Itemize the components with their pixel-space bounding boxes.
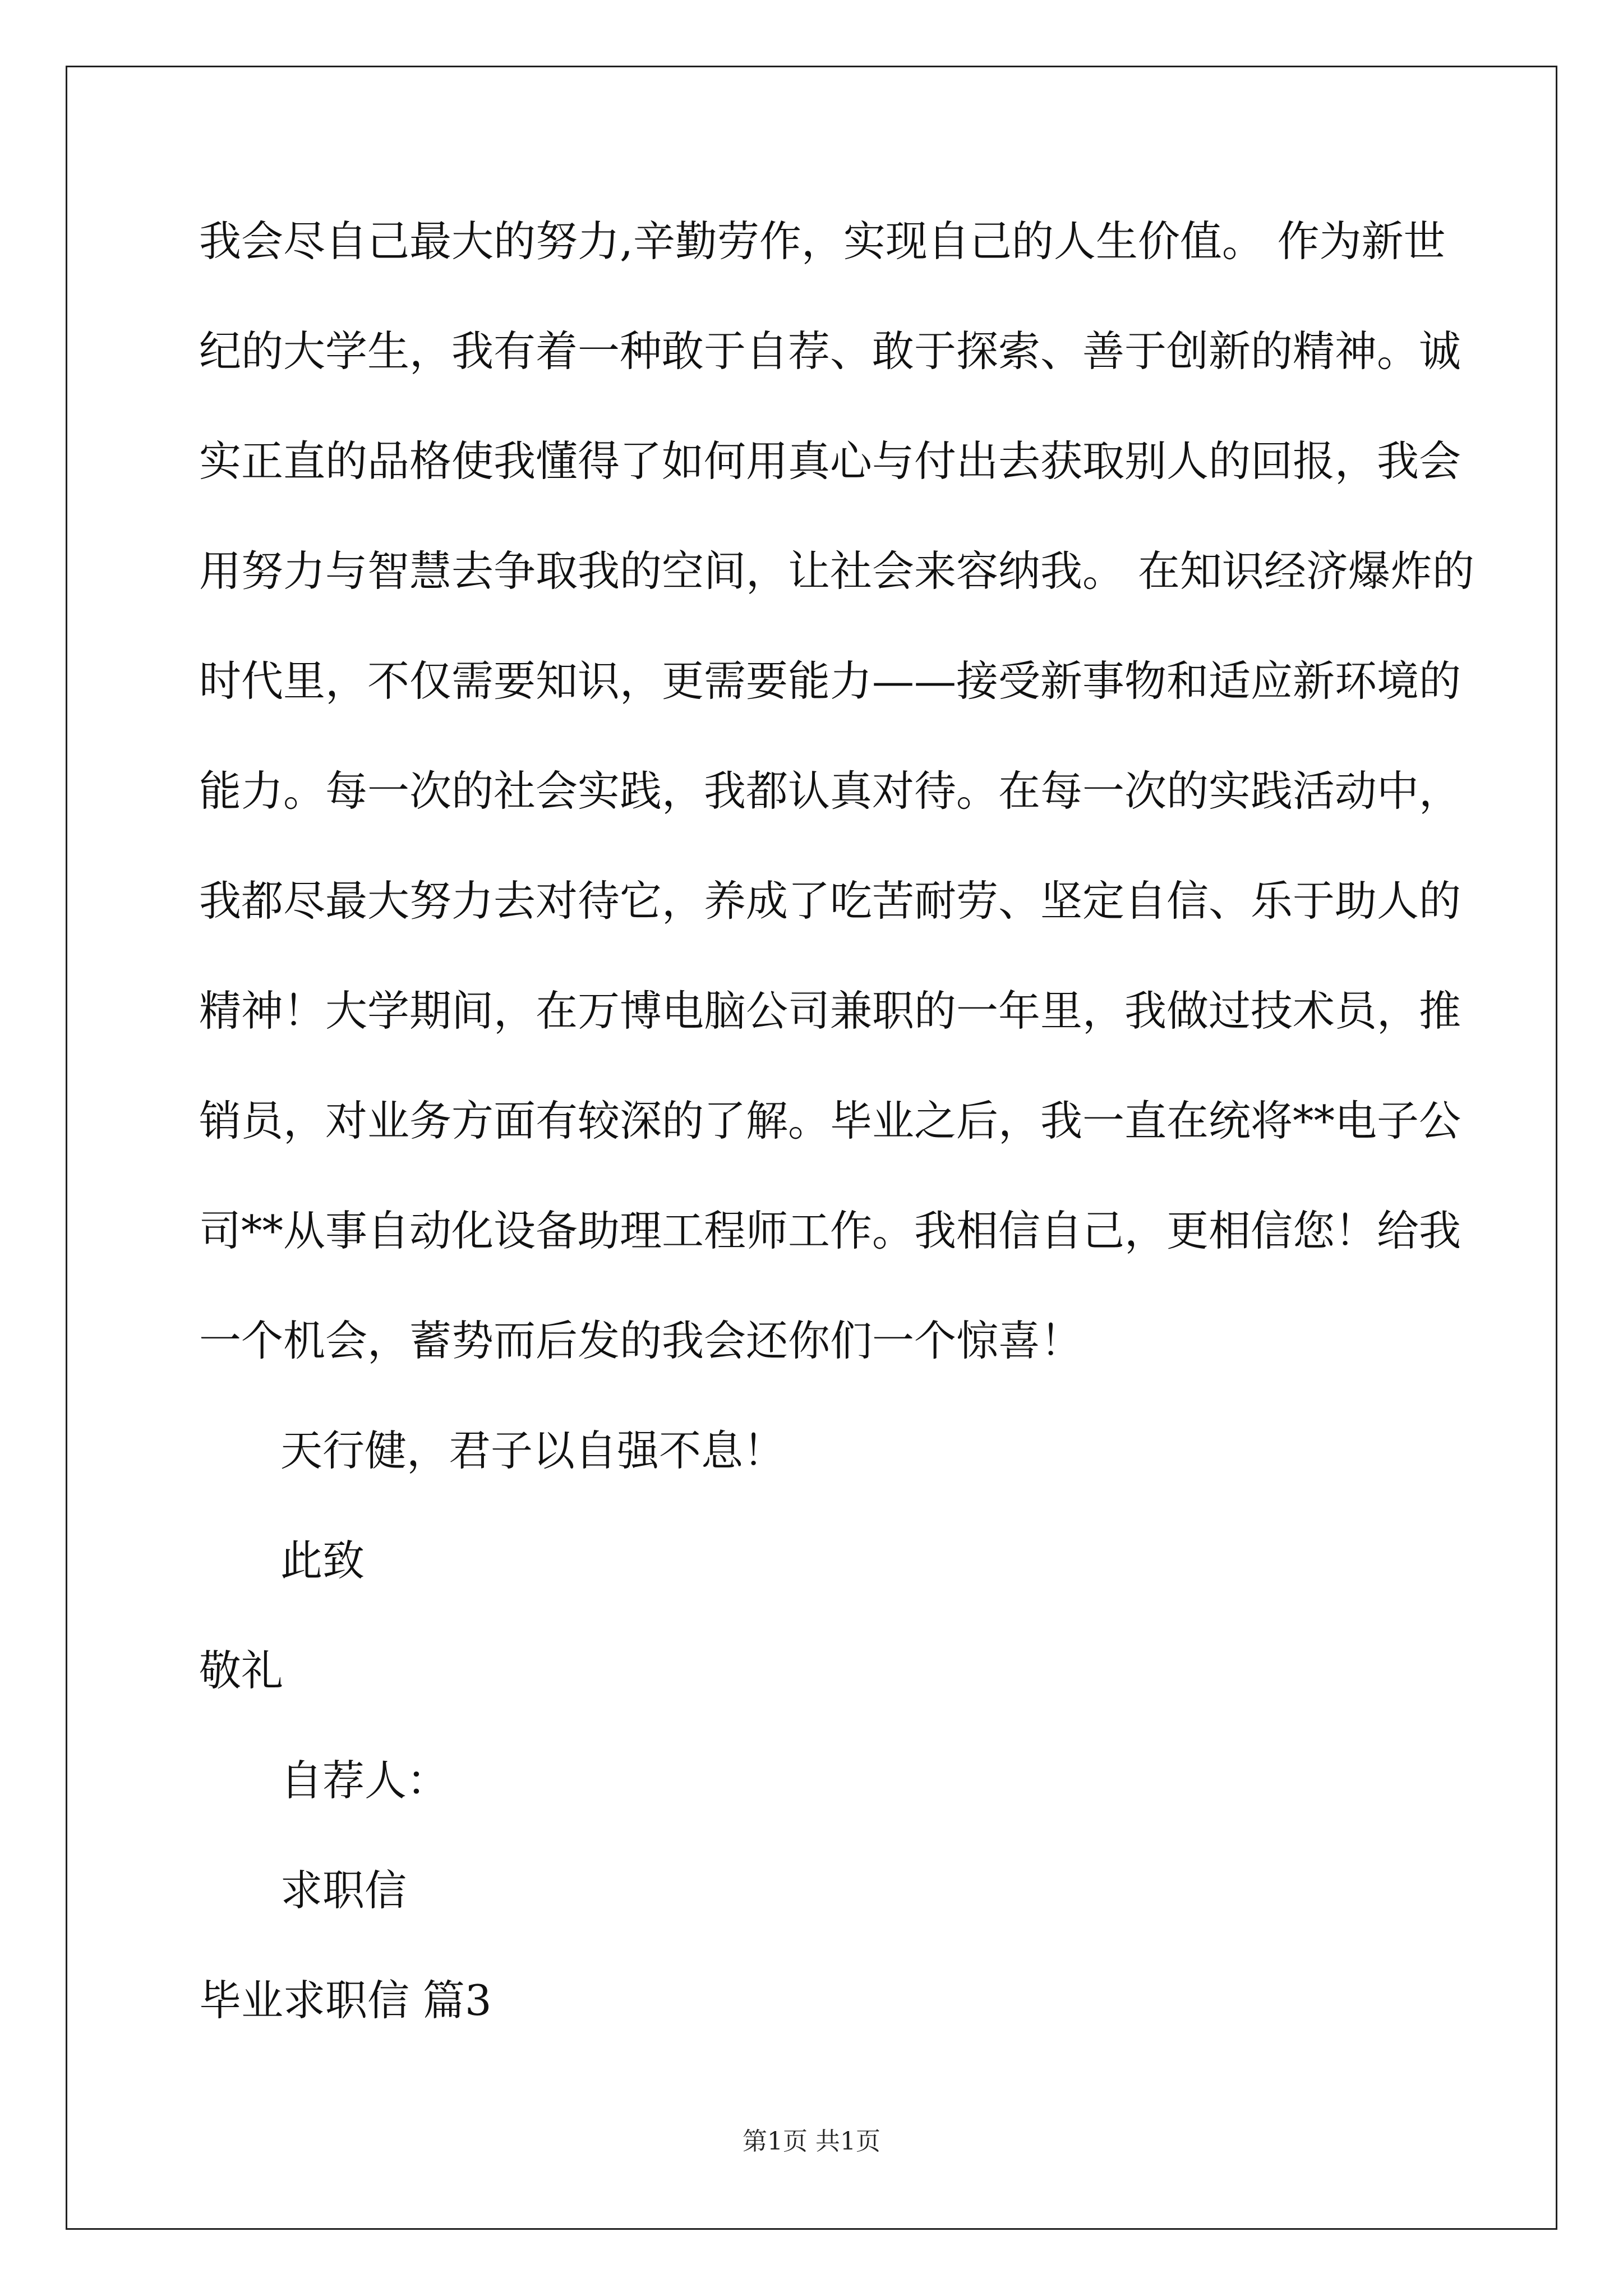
paragraph-line: 实正直的品格使我懂得了如何用真心与付出去获取别人的回报，我会	[199, 436, 1461, 486]
page-footer: 第1页 共1页	[743, 2127, 880, 2156]
paragraph-line: 司**从事自动化设备助理工程师工作。我相信自己，更相信您！给我	[199, 1206, 1461, 1255]
paragraph-line: 我都尽最大努力去对待它，养成了吃苦耐劳、坚定自信、乐于助人的	[199, 876, 1461, 926]
paragraph-line: 我会尽自己最大的努力,辛勤劳作，实现自己的人生价值。 作为新世	[199, 217, 1446, 266]
motto-line: 天行健，君子以自强不息！	[280, 1426, 786, 1475]
paragraph-line: 纪的大学生，我有着一种敢于自荐、敢于探索、善于创新的精神。诚	[199, 326, 1461, 376]
closing-line: 此致	[280, 1536, 365, 1585]
letter-body	[199, 213, 1474, 2082]
next-section-heading: 毕业求职信 篇3	[199, 1976, 492, 2025]
paragraph-line: 能力。每一次的社会实践，我都认真对待。在每一次的实践活动中，	[199, 766, 1461, 816]
paragraph-line: 时代里，不仅需要知识，更需要能力——接受新事物和适应新环境的	[199, 656, 1461, 706]
paragraph-line: 精神！大学期间，在万博电脑公司兼职的一年里，我做过技术员，推	[199, 986, 1461, 1036]
paragraph-line: 销员，对业务方面有较深的了解。毕业之后，我一直在统将**电子公	[199, 1096, 1461, 1145]
document-label: 求职信	[280, 1866, 407, 1915]
signer-label: 自荐人：	[280, 1756, 449, 1805]
paragraph-line: 一个机会，蓄势而后发的我会还你们一个惊喜！	[199, 1316, 1083, 1365]
salute-line: 敬礼	[199, 1646, 284, 1695]
paragraph-line: 用努力与智慧去争取我的空间，让社会来容纳我。 在知识经济爆炸的	[199, 546, 1474, 596]
